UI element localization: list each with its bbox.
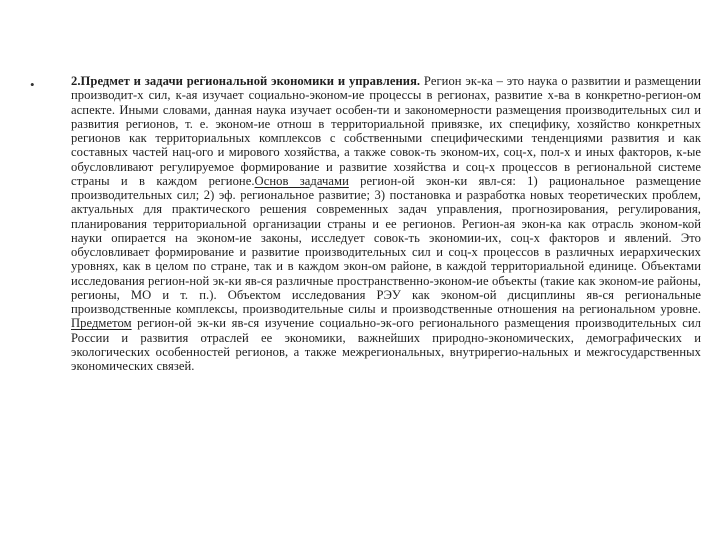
bullet-marker: • bbox=[30, 77, 35, 92]
paragraph-text-3: регион-ой эк-ки яв-ся изучение социально-эк-ого регионального размещения производительных сил России и развития отраслей ее экономики, важнейших природно-экономических, демографических и экологических особенностей регионов, а также межрегиональных, внутрирегио-нальных и межгосударственных экономических связей. bbox=[71, 316, 701, 373]
paragraph-text-2: регион-ой экон-ки явл-ся: 1) рациональное размещение производительных сил; 2) эф. региональное развитие; 3) постановка и разработка новых теоретических проблем, актуальных для практического решения современных задач управления, прогнозирования, регулирования, планирования территориальной организации страны и ее регионов. Регион-ая экон-ка как отрасль эконом-кой науки опирается на эконом-ие законы, исследует совок-ть экономии-их, соц-х факторов и явлений. Это обусловливает формирование и развитие производительных сил и соц-х процессов в различных иерархических уровнях, как в целом по стране, так и в каждом экон-ом районе, в каждой территориальной единице. Объектами исследования регион-ной эк-ки яв-ся различные пространственно-эконом-ие объекты (такие как эконом-ие районы, регионы, МО и т. п.). Объектом исследования РЭУ как эконом-ой дисциплины яв-ся региональные производственные комплексы, производительные силы и производственные отношения на региональном уровне. bbox=[71, 173, 701, 316]
underlined-term-subject: Предметом bbox=[71, 316, 132, 331]
paragraph-text-1: Регион эк-ка – это наука о развитии и размещении производит-х сил, к-ая изучает социально-эконом-ие процессы в регионах, развитие х-ва в конкретно-регион-ом аспекте. Иными словами, данная наука изучает особен-ти и закономерности размещения производительных сил и развития регионов, т. е. эконом-ие отнош в территориальной привязке, их специфику, хозяйство конкретных регионов как территориальных комплексов с собственными специфическими тенденциями развития и как составных частей нац-ого и мирового хозяйства, а также совок-ть эконом-их, соц-х, пол-х и иных факторов, к-ые обусловливают регулируемое формирование и развитие хозяйства и соц-х процессов в региональной системе страны и в каждом регионе. bbox=[71, 74, 701, 188]
body-paragraph bbox=[71, 74, 701, 373]
underlined-term-main-tasks: Основ задачами bbox=[254, 173, 349, 188]
section-heading: 2.Предмет и задачи региональной экономики и управления. bbox=[71, 74, 421, 88]
